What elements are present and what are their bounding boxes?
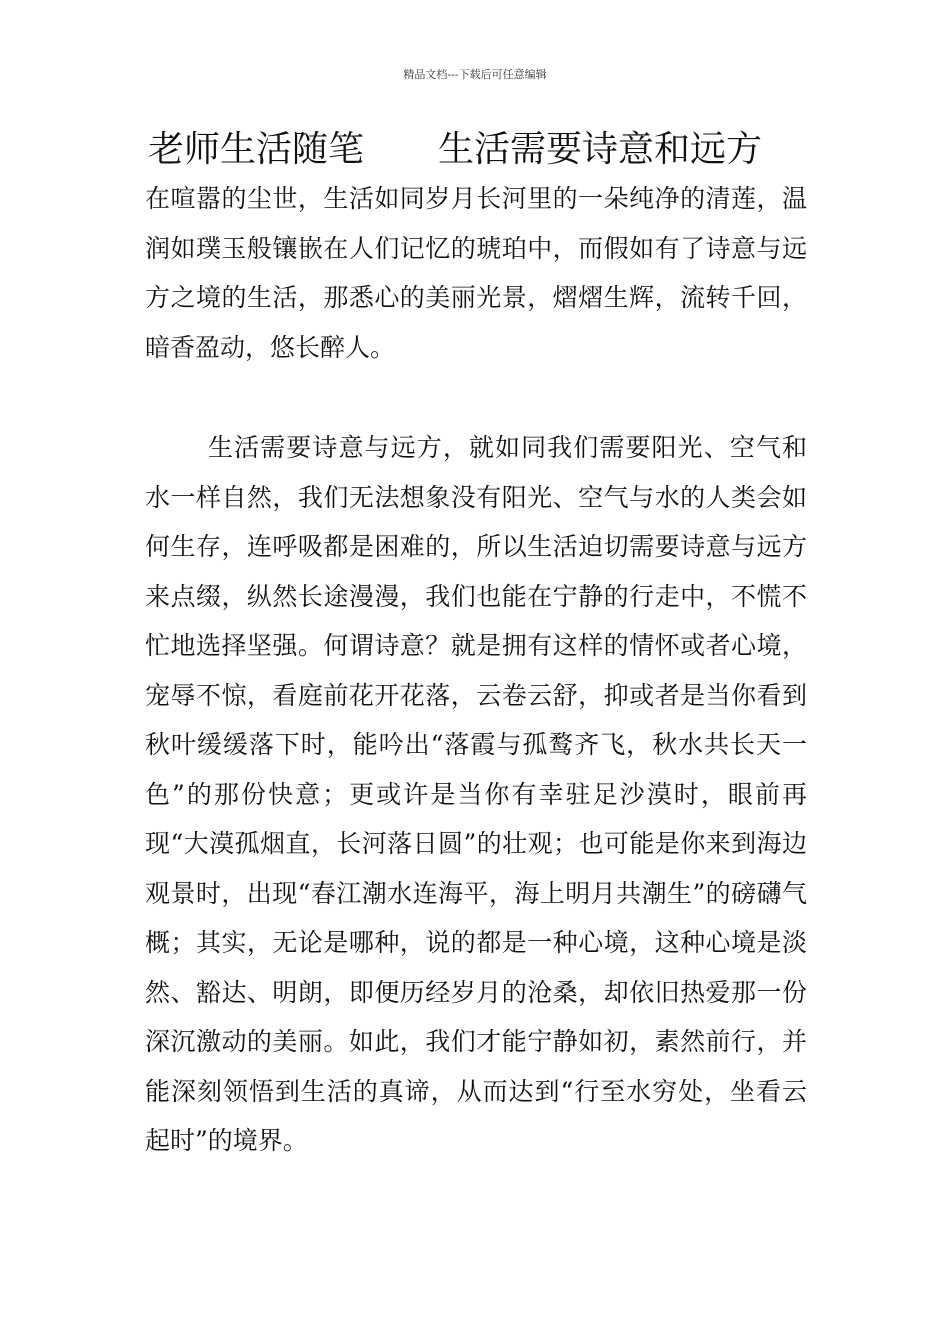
title-part-one: 老师生活随笔	[148, 129, 365, 170]
document-title	[148, 124, 828, 176]
title-part-two: 生活需要诗意和远方	[438, 129, 763, 170]
paragraph-intro: 在喧嚣的尘世，生活如同岁月长河里的一朵纯净的清莲，温润如璞玉般镶嵌在人们记忆的琥珀中，而假如有了诗意与远方之境的生活，那悉心的美丽光景，熠熠生辉，流转千回，暗香盈动，悠长醉人。	[145, 184, 807, 362]
header-note: 精品文档---下载后可任意编辑	[403, 68, 547, 81]
paragraph-main: 生活需要诗意与远方，就如同我们需要阳光、空气和水一样自然，我们无法想象没有阳光、空气与水的人类会如何生存，连呼吸都是困难的，所以生活迫切需要诗意与远方来点缀，纵然长途漫漫，我们也能在宁静的行走中，不慌不忙地选择坚强。何谓诗意？就是拥有这样的情怀或者心境，宠辱不惊，看庭前花开花落，云卷云舒，抑或者是当你看到秋叶缓缓落下时，能吟出“落霞与孤鹜齐飞，秋水共长天一色”的那份快意；更或许是当你有幸驻足沙漠时，眼前再现“大漠孤烟直，长河落日圆”的壮观；也可能是你来到海边观景时，出现“春江潮水连海平，海上明月共潮生”的磅礴气概；其实，无论是哪种，说的都是一种心境，这种心境是淡然、豁达、明朗，即便历经岁月的沧桑，却依旧热爱那一份深沉激动的美丽。如此，我们才能宁静如初，素然前行，并能深刻领悟到生活的真谛，从而达到“行至水穷处，坐看云起时”的境界。	[145, 433, 807, 1155]
